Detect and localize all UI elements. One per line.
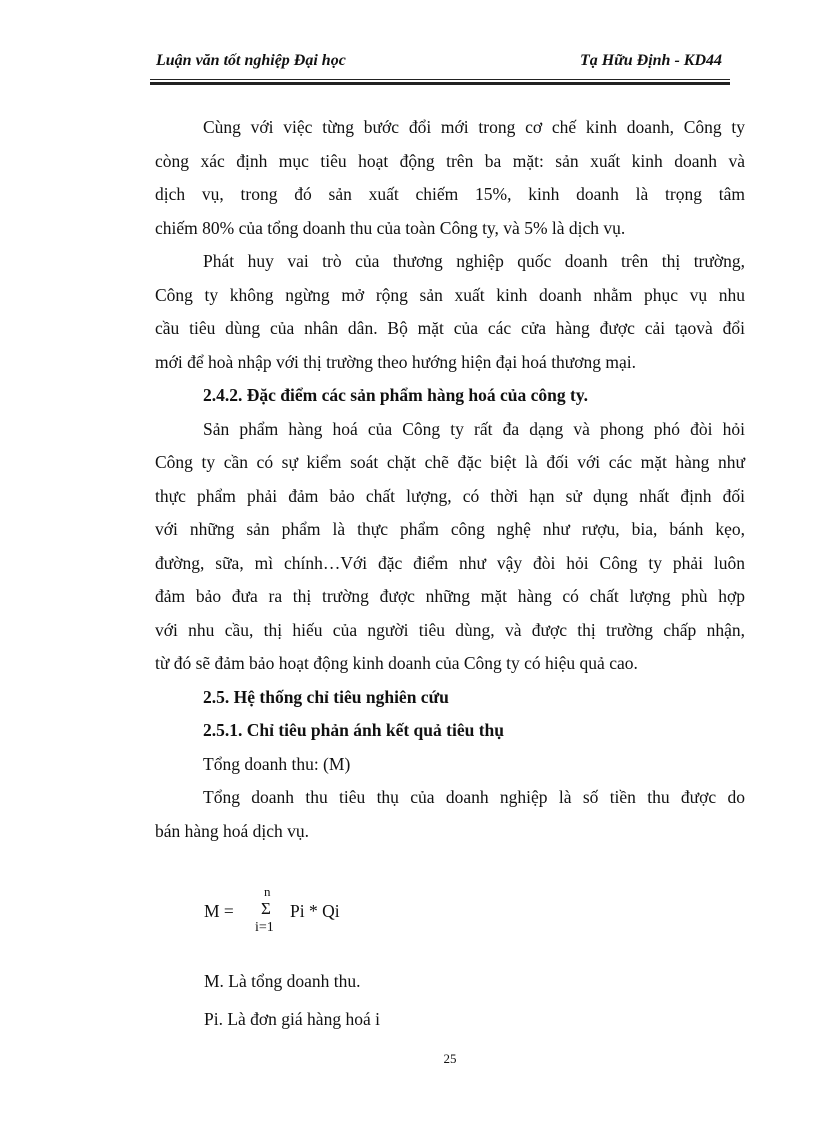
text-line: Công ty không ngừng mở rộng sản xuất kinh doanh nhằm phục vụ nhu (155, 284, 745, 305)
definition-pi: Pi. Là đơn giá hàng hoá i (204, 1009, 380, 1029)
paragraph-business-goals (155, 111, 745, 245)
formula-rhs: Pi * Qi (290, 901, 340, 921)
text-line: Tổng doanh thu tiêu thụ của doanh nghiệp là số tiền thu được do (203, 787, 745, 807)
heading-2-4-2: 2.4.2. Đặc điểm các sản phẩm hàng hoá của công ty. (203, 385, 589, 405)
header-thesis-title: Luận văn tốt nghiệp Đại học (156, 52, 346, 69)
text-line: bán hàng hoá dịch vụ. (155, 820, 310, 841)
paragraph-product-features (155, 413, 745, 681)
formula-definitions (204, 962, 380, 1038)
text-line: Phát huy vai trò của thương nghiệp quốc doanh trên thị trường, (203, 251, 745, 271)
text-line: thực phẩm phải đảm bảo chất lượng, có thời hạn sử dụng nhất định đối (155, 485, 745, 506)
text-line: từ đó sẽ đảm bảo hoạt động kinh doanh của Công ty có hiệu quả cao. (155, 653, 638, 673)
formula-upper-limit: n (264, 884, 271, 899)
heading-2-5-1: 2.5.1. Chỉ tiêu phản ánh kết quả tiêu thụ (203, 720, 504, 740)
page-header (150, 52, 730, 74)
page-number: 25 (443, 1051, 457, 1066)
text-line: cầu tiêu dùng của nhân dân. Bộ mặt của các cửa hàng được cải tạovà đổi (155, 318, 745, 338)
formula-lower-limit: i=1 (255, 920, 274, 935)
text-line: Cùng với việc từng bước đổi mới trong cơ chế kinh doanh, Công ty (203, 117, 745, 137)
text-line: đường, sữa, mì chính…Với đặc điểm như vậy đòi hỏi Công ty phải luôn (155, 552, 745, 573)
definition-m: M. Là tổng doanh thu. (204, 971, 361, 991)
text-line: với những sản phẩm là thực phẩm công nghệ như rượu, bia, bánh kẹo, (155, 519, 745, 539)
header-rule-thin (150, 79, 730, 80)
text-line: với nhu cầu, thị hiếu của người tiêu dùng, và được thị trường chấp nhận, (155, 619, 745, 640)
revenue-formula (204, 884, 404, 944)
text-line: dịch vụ, trong đó sản xuất chiếm 15%, kinh doanh là trọng tâm (155, 184, 745, 204)
text-line: mới để hoà nhập với thị trường theo hướng hiện đại hoá thương mại. (155, 351, 637, 372)
header-rule-thick (150, 82, 730, 85)
formula-lhs: M = (204, 901, 234, 921)
text-line: Công ty cần có sự kiểm soát chặt chẽ đặc biệt là đối với các mặt hàng như (155, 452, 745, 472)
heading-2-5: 2.5. Hệ thống chỉ tiêu nghiên cứu (203, 686, 449, 707)
revenue-label: Tổng doanh thu: (M) (203, 753, 351, 774)
text-line: chiếm 80% của tổng doanh thu của toàn Công ty, và 5% là dịch vụ. (155, 217, 626, 238)
text-line: Sản phẩm hàng hoá của Công ty rất đa dạng và phong phó đòi hỏi (203, 418, 745, 439)
text-line: còng xác định mục tiêu hoạt động trên ba mặt: sản xuất kinh doanh và (155, 150, 745, 171)
sigma-icon: Σ (261, 899, 271, 918)
header-author: Tạ Hữu Định - KD44 (579, 52, 722, 69)
paragraph-trade-role (155, 245, 745, 379)
paragraph-revenue-definition (155, 781, 745, 848)
text-line: đảm bảo đưa ra thị trường được những mặt hàng có chất lượng phù hợp (155, 586, 745, 606)
body-text (155, 111, 745, 848)
